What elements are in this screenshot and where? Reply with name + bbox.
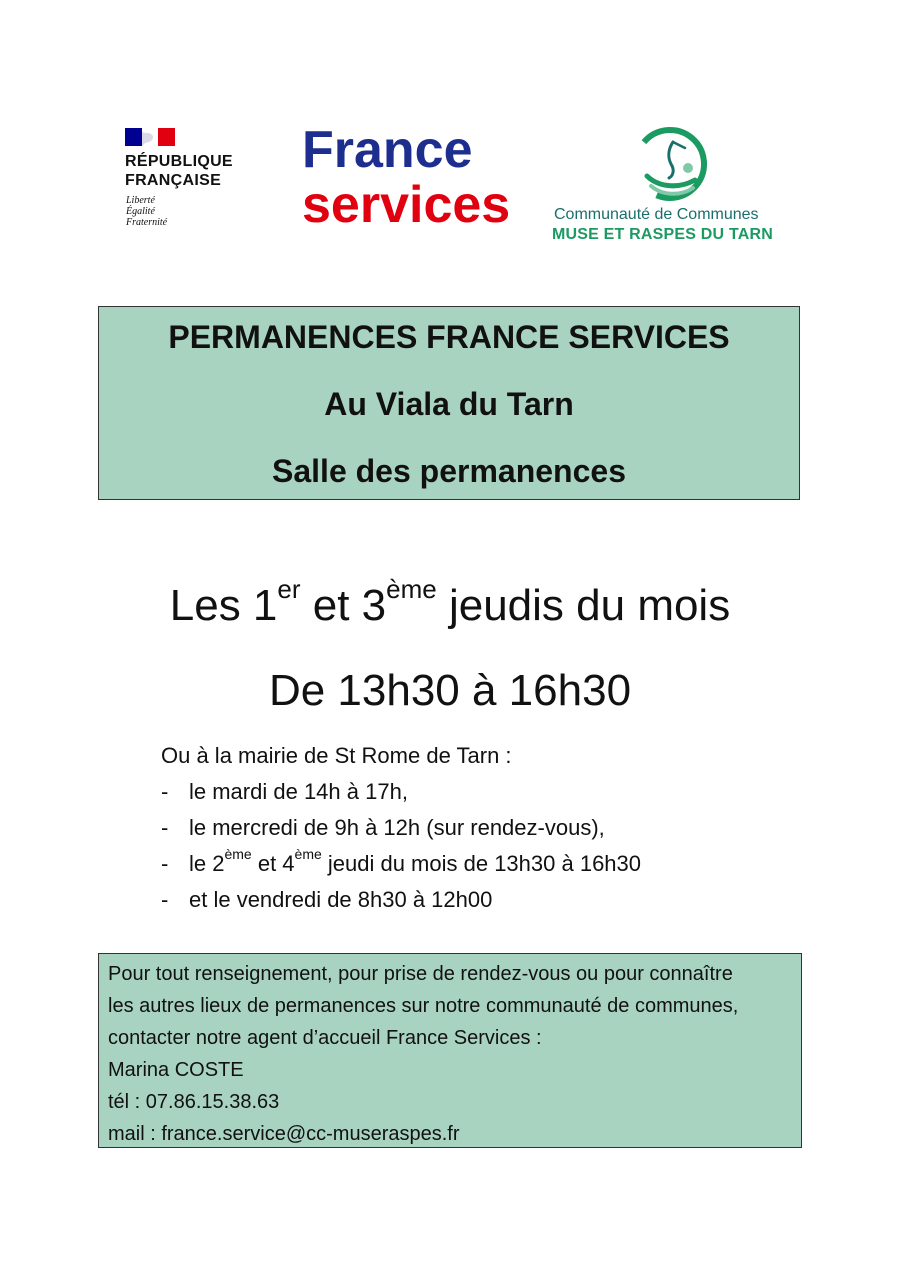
schedule-hours: De 13h30 à 16h30 [268,666,632,715]
republique-name-line1: RÉPUBLIQUE [125,153,233,170]
motto-liberte: Liberté [126,195,155,206]
list-item: - le mercredi de 9h à 12h (sur rendez-vous), [161,810,641,846]
republique-motto [126,195,167,228]
schedule-days-sup1: er [277,574,301,605]
republique-name [125,152,233,190]
alternative-list [161,774,641,918]
schedule-days-part1: Les 1 [169,581,278,630]
communaute-logo-line1: Communauté de Communes [554,206,759,223]
title-heading: PERMANENCES FRANCE SERVICES [168,319,730,355]
contact-name: Marina COSTE [108,1059,244,1081]
list-item: - le mardi de 14h à 17h, [161,774,641,810]
alternative-intro: Ou à la mairie de St Rome de Tarn : [161,743,512,768]
schedule-days-sup2: ème [386,574,437,605]
communaute-logo-line2: MUSE ET RASPES DU TARN [552,226,774,243]
contact-line: Pour tout renseignement, pour prise de rendez-vous ou pour connaître [108,963,733,985]
marianne-flag-icon [125,128,175,146]
contact-line: contacter notre agent d’accueil France Services : [108,1027,542,1049]
list-item-part2: et 4 [251,851,295,876]
contact-email: mail : france.service@cc-museraspes.fr [108,1123,460,1145]
republique-name-line2: FRANÇAISE [125,172,222,189]
title-box [98,306,800,500]
contact-phone: tél : 07.86.15.38.63 [108,1091,280,1113]
list-item-sup1: ème [224,845,252,862]
contact-box [98,953,802,1148]
france-services-logo-line2: services [302,176,511,234]
list-item: - et le vendredi de 8h30 à 12h00 [161,882,641,918]
list-item [161,846,641,882]
title-room: Salle des permanences [272,453,626,489]
alternative-schedule [161,738,641,918]
motto-fraternite: Fraternité [126,217,168,228]
schedule-days-part3: jeudis du mois [436,581,731,630]
schedule-days [0,574,900,634]
list-item-part3: jeudi du mois de 13h30 à 16h30 [321,851,642,876]
schedule-days-part2: et 3 [300,581,387,630]
motto-egalite: Égalité [126,206,155,217]
heron-emblem-icon [633,124,708,204]
list-item-part1: le 2 [189,851,225,876]
title-location: Au Viala du Tarn [324,386,574,422]
contact-line: les autres lieux de permanences sur notre communauté de communes, [108,995,739,1017]
communaute-communes-logo [548,122,798,247]
france-services-logo-line1: France [302,121,473,179]
list-item-sup2: ème [294,845,322,862]
